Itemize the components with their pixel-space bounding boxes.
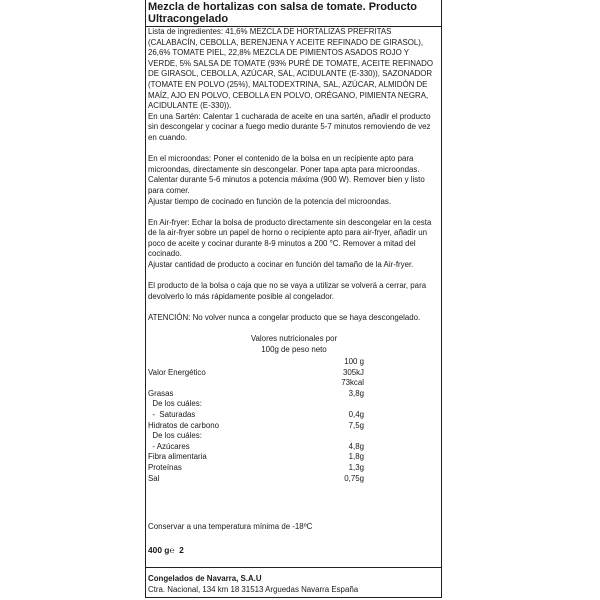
company-address: Ctra. Nacional, 134 km 18 31513 Arguedas Navarra España	[148, 585, 359, 594]
nutrient-name: Grasas	[148, 388, 174, 398]
nutrient-name: Sal	[148, 473, 160, 483]
product-title-line2: Ultracongelado	[148, 13, 229, 25]
nutrient-name: Proteínas	[148, 462, 182, 472]
nutrient-name: Hidratos de carbono	[148, 420, 220, 430]
nutrient-value: 0,4g	[348, 409, 364, 419]
nutrition-row	[148, 410, 440, 421]
nutrient-name: - Saturadas	[148, 409, 196, 419]
nutrition-row	[148, 399, 440, 410]
nutrition-heading-line1: Valores nutricionales por	[250, 334, 338, 344]
unit-count: 2	[179, 545, 184, 555]
nutrition-row	[148, 389, 440, 400]
label-body	[148, 27, 440, 355]
nutrient-value: 3,8g	[348, 388, 364, 398]
nutrition-row	[148, 378, 440, 389]
product-title	[148, 1, 440, 25]
instructions-bolsa: El producto de la bolsa o caja que no se vaya a utilizar se volverá a cerrar, para devolverlo lo más rápidamente posible al congelador.	[148, 281, 427, 301]
instructions-airfryer: En Air-fryer: Echar la bolsa de producto directamente sin descongelar en la cesta de la air-fryer sobre un papel de horno o recipiente apto para air-fryer, añadir un poco de aceite y cocinar durante 8-9 minutos a 200 °C. Remover a mitad del cocinado. Ajustar cantidad de producto a cocinar en función del tamaño de la Air-fryer.	[148, 217, 432, 270]
estimated-sign-icon: ℮	[169, 545, 175, 555]
nutrient-value: 73kcal	[341, 378, 364, 388]
nutrition-row	[148, 442, 440, 453]
net-weight-value: 400 g	[148, 545, 170, 555]
nutrient-name: Fibra alimentaria	[148, 452, 207, 462]
company-name: Congelados de Navarra, S.A.U	[148, 574, 262, 583]
product-title-line1: Mezcla de hortalizas con salsa de tomate. Producto	[148, 1, 417, 13]
nutrition-table	[148, 357, 440, 484]
nutrition-row	[148, 368, 440, 379]
divider	[145, 567, 442, 568]
warning-text: ATENCIÓN: No volver nunca a congelar producto que se haya descongelado.	[148, 313, 421, 323]
nutrient-value: 4,8g	[348, 441, 364, 451]
nutrient-value: 7,5g	[348, 420, 364, 430]
nutrition-row	[148, 421, 440, 432]
nutrient-name: De los cuáles:	[148, 431, 202, 441]
nutrition-unit-row	[148, 357, 440, 368]
nutrition-row	[148, 463, 440, 474]
nutrient-name: Valor Energético	[148, 367, 206, 377]
nutrition-row	[148, 474, 440, 485]
nutrient-name: De los cuáles:	[148, 399, 202, 409]
nutrition-unit: 100 g	[344, 357, 364, 366]
nutrient-value: 0,75g	[344, 473, 364, 483]
instructions-microondas: En el microondas: Poner el contenido de la bolsa en un recipiente apto para microondas, directamente sin descongelar. Poner tapa apta para microondas. Calentar durante 5-6 minutos a potencia máxima (900 W). Remover bien y listo para comer. Ajustar tiempo de cocinado en función de la potencia del microondas.	[148, 154, 425, 206]
nutrient-name: - Azúcares	[148, 441, 190, 451]
nutrition-heading-line2: 100g de peso neto	[261, 344, 327, 354]
nutrition-heading	[148, 334, 440, 355]
storage-text: Conservar a una temperatura mínima de -18ºC	[148, 522, 313, 531]
instructions-sarten: En una Sartén: Calentar 1 cucharada de aceite en una sartén, añadir el producto sin descongelar y cocinar a fuego medio durante 5-7 minutos removiendo de vez en cuando.	[148, 111, 431, 142]
nutrition-row	[148, 431, 440, 442]
ingredients-text: Lista de ingredientes: 41,6% MEZCLA DE HORTALIZAS PREFRITAS (CALABACÍN, CEBOLLA, BERENJENA Y ACEITE REFINADO DE GIRASOL), 26,6% TOMATE PIEL, 22,8% MEZCLA DE PIMIENTOS ASADOS ROJO Y VERDE, 5% SALSA DE TOMATE (93% PURÉ DE TOMATE, ACEITE REFINADO DE GIRASOL, CEBOLLA, AZÚCAR, SAL, ACIDULANTE (E-330)), SAZONADOR (TOMATE EN POLVO (25%), MALTODEXTRINA, SAL, AZÚCAR, ALMIDÓN DE MAÍZ, AJO EN POLVO, CEBOLLA EN POLVO, ORÉGANO, PIMIENTA NEGRA, ACIDULANTE (E-330)).	[148, 27, 434, 111]
nutrient-value: 1,3g	[348, 462, 364, 472]
nutrition-row	[148, 452, 440, 463]
nutrient-value: 1,8g	[348, 452, 364, 462]
net-weight	[148, 545, 440, 556]
nutrient-value: 305kJ	[342, 367, 364, 377]
